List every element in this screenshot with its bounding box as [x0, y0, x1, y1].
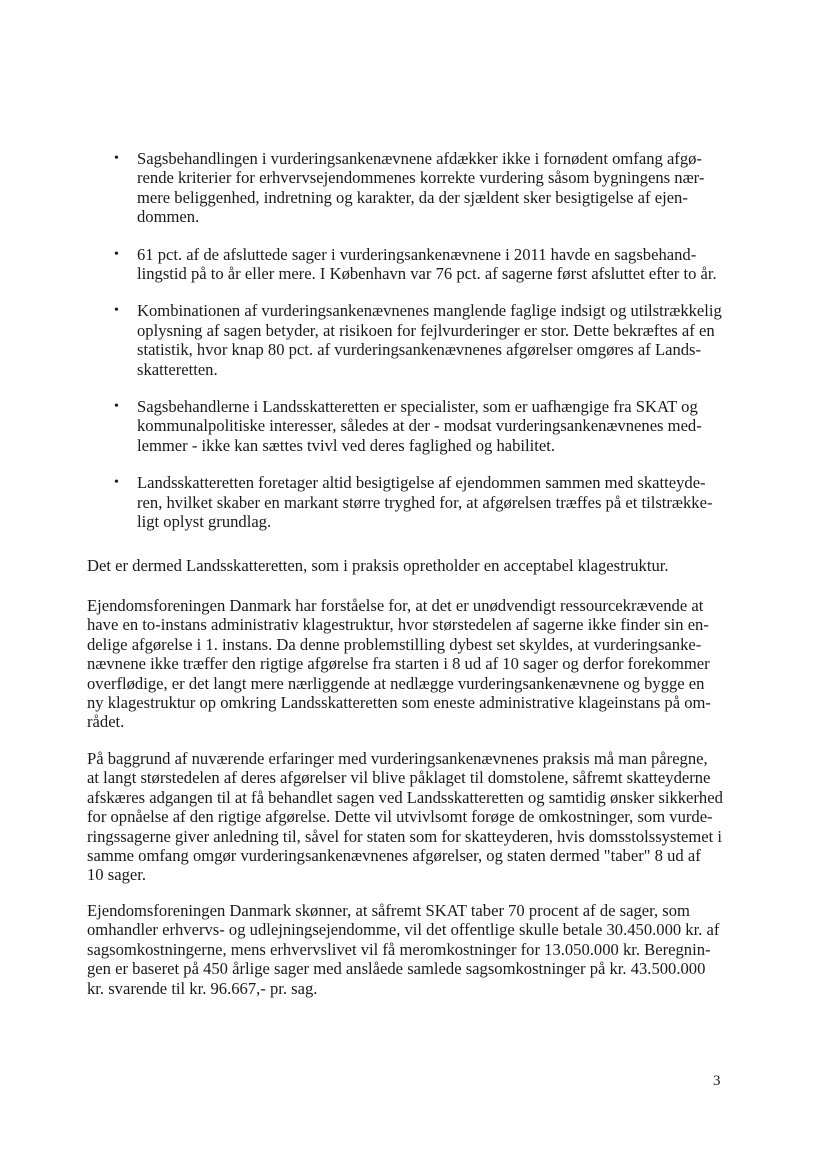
bullet-item	[0, 473, 718, 531]
paragraph	[87, 596, 720, 732]
bullet-item	[0, 245, 718, 284]
text-line: rende kriterier for erhvervsejendommenes korrekte vurdering såsom bygningens nær-	[137, 168, 705, 188]
paragraph	[87, 556, 720, 575]
text-line: have en to-instans administrativ klagestruktur, hvor størstedelen af sagerne ikke finder sin en-	[87, 615, 709, 635]
text-line: sagsomkostningerne, mens erhvervslivet vil få meromkostninger for 13.050.000 kr. Beregnin-	[87, 939, 711, 959]
text-line: ny klagestruktur op omkring Landsskatteretten som eneste administrative klageinstans på om-	[87, 693, 711, 713]
text-line: Kombinationen af vurderingsankenævnenes manglende faglige indsigt og utilstrækkelig	[137, 301, 722, 321]
page-number: 3	[713, 1073, 721, 1089]
text-line: Landsskatteretten foretager altid besigtigelse af ejendommen sammen med skatteyde-	[137, 473, 706, 493]
text-line: delige afgørelse i 1. instans. Da denne problemstilling dybest set skyldes, at vurderingsanke-	[87, 634, 702, 654]
text-line: Ejendomsforeningen Danmark har forståelse for, at det er unødvendigt ressourcekrævende at	[87, 596, 704, 615]
bullet-dot: •	[114, 151, 119, 166]
text-line: Sagsbehandlerne i Landsskatteretten er specialister, som er uafhængige fra SKAT og	[137, 397, 698, 417]
text-line: 10 sager.	[87, 865, 146, 885]
text-line: samme omfang omgør vurderingsankenævnenes afgørelser, og staten dermed "taber" 8 ud af	[87, 846, 701, 866]
text-line: Det er dermed Landsskatteretten, som i praksis opretholder en acceptabel klagestruktur.	[87, 556, 669, 575]
paragraph	[87, 901, 720, 998]
bullet-dot: •	[114, 303, 119, 319]
bullet-item	[0, 301, 722, 379]
text-line: lingstid på to år eller mere. I København var 76 pct. af sagerne først afsluttet efter to år.	[137, 264, 717, 284]
bullet-item	[0, 397, 718, 455]
bullet-dot: •	[114, 246, 119, 262]
text-line: gen er baseret på 450 årlige sager med anslåede samlede sagsomkostninger på kr. 43.500.000	[87, 959, 706, 979]
text-line: Ejendomsforeningen Danmark skønner, at såfremt SKAT taber 70 procent af de sager, som	[87, 901, 690, 920]
text-line: omhandler erhvervs- og udlejningsejendomme, vil det offentlige skulle betale 30.450.000 kr. af	[87, 920, 720, 940]
bullet-dot: •	[114, 475, 119, 491]
text-line: rådet.	[87, 712, 125, 732]
text-line: ligt oplyst grundlag.	[137, 512, 272, 532]
text-line: dommen.	[137, 207, 200, 227]
text-line: statistik, hvor knap 80 pct. af vurderingsankenævnenes afgørelser omgøres af Lands-	[137, 340, 702, 360]
bullet-dot: •	[114, 399, 119, 415]
text-line: oplysning af sagen betyder, at risikoen for fejlvurderinger er stor. Dette bekræftes af en	[137, 320, 715, 340]
text-line: nævnene ikke træffer den rigtige afgørelse fra starten i 8 ud af 10 sager og derfor forekommer	[87, 654, 710, 674]
text-line: På baggrund af nuværende erfaringer med vurderingsankenævnenes praksis må man påregne,	[87, 749, 708, 768]
text-line: 61 pct. af de afsluttede sager i vurderingsankenævnene i 2011 havde en sagsbehand-	[137, 244, 697, 264]
text-line: lemmer - ikke kan sættes tvivl ved deres faglighed og habilitet.	[137, 435, 555, 455]
text-line: afskæres adgangen til at få behandlet sagen ved Landsskatteretten og samtidig ønsker sikkerhed	[87, 787, 723, 807]
text-line: kommunalpolitiske interesser, således at der - modsat vurderingsankenævnenes med-	[137, 416, 702, 436]
text-line: kr. svarende til kr. 96.667,- pr. sag.	[87, 978, 318, 998]
bullet-item	[0, 149, 718, 227]
text-line: ringssagerne giver anledning til, såvel for staten som for skatteyderen, hvis domsstolssystemet i	[87, 826, 723, 846]
text-line: ren, hvilket skaber en markant større tryghed for, at afgørelsen træffes på et tilstrække-	[137, 492, 713, 512]
text-line: mere beliggenhed, indretning og karakter, da der sjældent sker besigtigelse af ejen-	[137, 187, 688, 207]
text-line: skatteretten.	[137, 359, 218, 379]
bullet-list	[0, 149, 827, 550]
text-line: for opnåelse af den rigtige afgørelse. Dette vil utvivlsomt forøge de omkostninger, som vurde-	[87, 807, 713, 827]
text-line: at langt størstedelen af deres afgørelser vil blive påklaget til domstolene, såfremt skatteyderne	[87, 768, 711, 788]
text-line: overflødige, er det langt mere nærliggende at nedlægge vurderingsankenævnene og bygge en	[87, 673, 705, 693]
text-line: Sagsbehandlingen i vurderingsankenævnene afdækker ikke i fornødent omfang afgø-	[137, 149, 702, 168]
paragraph	[87, 749, 723, 885]
